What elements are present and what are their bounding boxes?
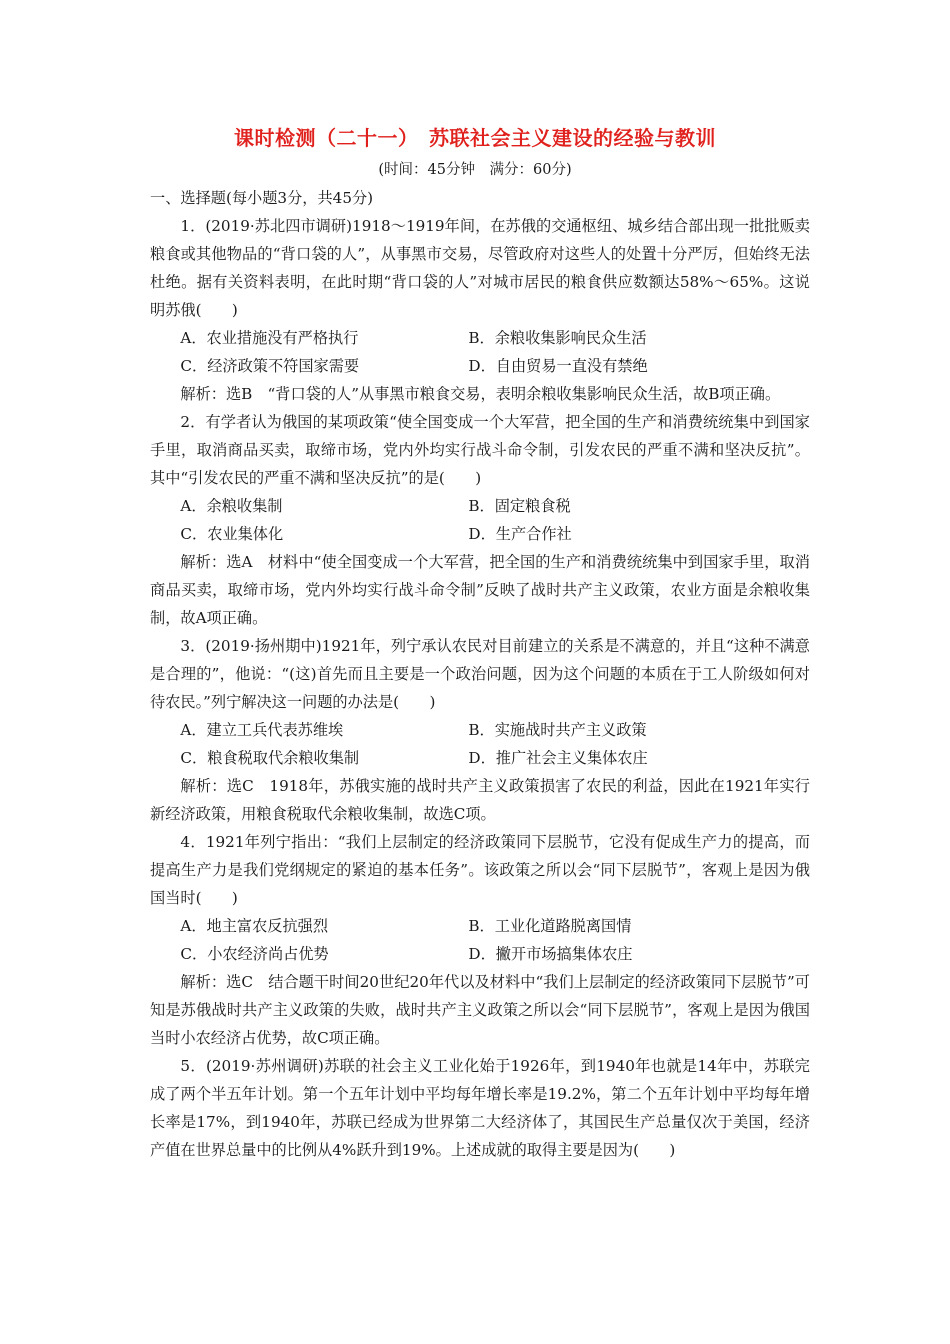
- option-row: [150, 940, 810, 968]
- section-heading: 一、选择题(每小题3分，共45分): [150, 189, 374, 207]
- option-row: [150, 352, 810, 380]
- option-row: [150, 520, 810, 548]
- question-analysis: 解析：选B “背口袋的人”从事黑市粮食交易，表明余粮收集影响民众生活，故B项正确。: [180, 385, 781, 403]
- page-title: 课时检测（二十一） 苏联社会主义建设的经验与教训: [234, 126, 716, 150]
- option-a: A．地主富农反抗强烈: [180, 917, 329, 935]
- option-c: C．经济政策不符国家需要: [180, 357, 360, 375]
- option-c: C．小农经济尚占优势: [180, 945, 329, 963]
- option-row: [150, 492, 810, 520]
- question-3: [150, 632, 810, 828]
- option-b: B．实施战时共产主义政策: [468, 721, 647, 739]
- option-b: B．工业化道路脱离国情: [468, 917, 632, 935]
- question-stem: 3．(2019·扬州期中)1921年，列宁承认农民对目前建立的关系是不满意的，并且“这种不满意是合理的”，他说：“(这)首先而且主要是一个政治问题，因为这个问题的本质在于工人阶级如何对待农民。”列宁解决这一问题的办法是( ): [150, 637, 810, 711]
- question-4: [150, 828, 810, 1052]
- option-row: [150, 912, 810, 940]
- option-d: D．自由贸易一直没有禁绝: [468, 357, 648, 375]
- question-stem: 2．有学者认为俄国的某项政策“使全国变成一个大军营，把全国的生产和消费统统集中到国家手里，取消商品买卖，取缔市场，党内外均实行战斗命令制，引发农民的严重不满和坚决反抗”。其中“引发农民的严重不满和坚决反抗”的是( ): [150, 413, 810, 487]
- option-d: D．撇开市场搞集体农庄: [468, 945, 633, 963]
- question-5: [150, 1052, 810, 1164]
- question-analysis: 解析：选A 材料中“使全国变成一个大军营，把全国的生产和消费统统集中到国家手里，取消商品买卖，取缔市场，党内外均实行战斗命令制”反映了战时共产主义政策，农业方面是余粮收集制，故A项正确。: [150, 553, 810, 627]
- option-b: B．固定粮食税: [468, 497, 571, 515]
- option-b: B．余粮收集影响民众生活: [468, 329, 647, 347]
- question-2: [150, 408, 810, 632]
- option-row: [150, 716, 810, 744]
- question-stem: 5．(2019·苏州调研)苏联的社会主义工业化始于1926年，到1940年也就是14年中，苏联完成了两个半五年计划。第一个五年计划中平均每年增长率是19.2%，第二个五年计划中平均每年增长率是17%，到1940年，苏联已经成为世界第二大经济体了，其国民生产总量仅次于美国，经济产值在世界总量中的比例从4%跃升到19%。上述成就的取得主要是因为( ): [150, 1057, 810, 1159]
- question-stem: 4．1921年列宁指出：“我们上层制定的经济政策同下层脱节，它没有促成生产力的提高，而提高生产力是我们党纲规定的紧迫的基本任务”。该政策之所以会“同下层脱节”，客观上是因为俄国当时( ): [150, 833, 810, 907]
- option-a: A．农业措施没有严格执行: [180, 329, 359, 347]
- option-c: C．农业集体化: [180, 525, 284, 543]
- question-analysis: 解析：选C 结合题干时间20世纪20年代以及材料中“我们上层制定的经济政策同下层脱节”可知是苏俄战时共产主义政策的失败，战时共产主义政策之所以会“同下层脱节”，客观上是因为俄国当时小农经济占优势，故C项正确。: [150, 973, 810, 1047]
- option-a: A．建立工兵代表苏维埃: [180, 721, 344, 739]
- option-d: D．生产合作社: [468, 525, 572, 543]
- option-c: C．粮食税取代余粮收集制: [180, 749, 360, 767]
- option-d: D．推广社会主义集体农庄: [468, 749, 648, 767]
- question-stem: 1．(2019·苏北四市调研)1918～1919年间，在苏俄的交通枢纽、城乡结合部出现一批批贩卖粮食或其他物品的“背口袋的人”，从事黑市交易，尽管政府对这些人的处置十分严厉，但始终无法杜绝。据有关资料表明，在此时期“背口袋的人”对城市居民的粮食供应数额达58%～65%。这说明苏俄( ): [150, 217, 810, 319]
- option-a: A．余粮收集制: [180, 497, 283, 515]
- page-subtitle: (时间：45分钟 满分：60分): [378, 162, 572, 178]
- question-analysis: 解析：选C 1918年，苏俄实施的战时共产主义政策损害了农民的利益，因此在1921年实行新经济政策，用粮食税取代余粮收集制，故选C项。: [150, 777, 810, 823]
- option-row: [150, 324, 810, 352]
- option-row: [150, 744, 810, 772]
- question-1: [150, 212, 810, 408]
- document-body: [150, 184, 810, 1164]
